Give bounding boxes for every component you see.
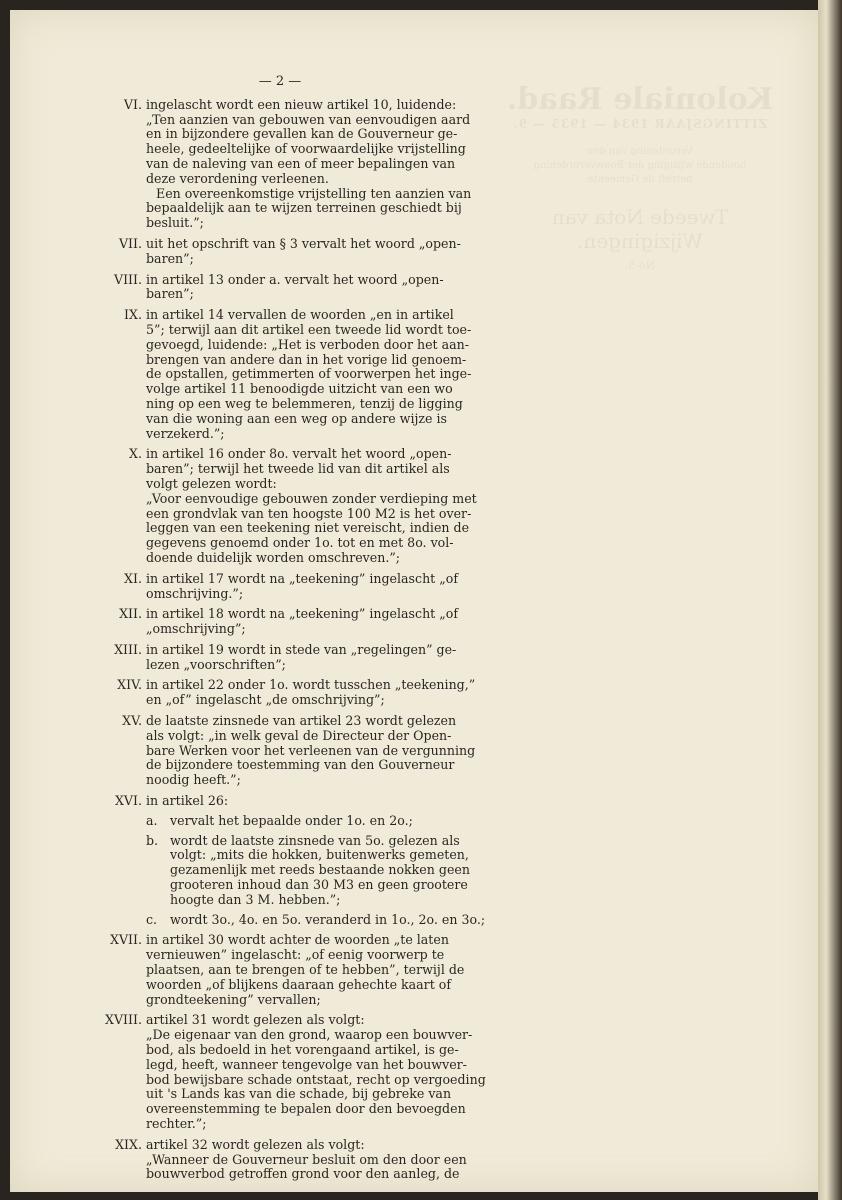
text-line: en in bijzondere gevallen kan de Gouverneur ge- <box>146 126 458 142</box>
text-line: volge artikel 11 benoodigde uitzicht van een wo <box>146 381 453 397</box>
item-text <box>146 273 465 303</box>
text-line: in artikel 16 onder 8o. vervalt het woord „open- <box>146 446 452 462</box>
text-line: deze verordening verleenen. <box>146 170 329 186</box>
text-line: „De eigenaar van den grond, waarop een bouwver- <box>146 1027 473 1043</box>
text-line: in artikel 18 wordt na „teekening” ingelascht „of <box>146 606 459 622</box>
item-text <box>146 933 465 1007</box>
text-line: uit het opschrift van § 3 vervalt het woord „open- <box>146 235 461 251</box>
text-line: lezen „voorschriften”; <box>146 656 286 672</box>
amendment-list <box>95 96 486 1182</box>
text-line: baren”; <box>146 250 194 266</box>
sub-item <box>146 834 485 908</box>
text-line: omschrijving.”; <box>146 585 244 601</box>
item-numeral: XVIII. <box>105 1012 142 1028</box>
text-line: hoogte dan 3 M. hebben.”; <box>170 891 341 907</box>
text-line: „omschrijving”; <box>146 621 246 637</box>
text-line: bod bewijsbare schade ontstaat, recht op vergoeding <box>146 1071 486 1087</box>
text-line: vernieuwen” ingelascht: „of eenig voorwerp te <box>146 947 445 963</box>
amendment-item <box>95 273 465 303</box>
text-line: baren”; <box>146 286 194 302</box>
amendment-item <box>95 96 472 231</box>
item-numeral: VII. <box>118 235 142 251</box>
amendment-item <box>95 446 477 565</box>
item-numeral: XIII. <box>114 641 142 657</box>
text-line: bepaaldelijk aan te wijzen terreinen geschiedt bij <box>146 200 462 216</box>
text-line: volgt: „mits die hokken, buitenwerks gemeten, <box>170 847 469 863</box>
text-line: noodig heeft.”; <box>146 772 241 788</box>
amendment-item <box>95 1012 486 1131</box>
text-line: in artikel 22 onder 1o. wordt tusschen „teekening,” <box>146 677 476 693</box>
text-line: artikel 32 wordt gelezen als volgt: <box>146 1136 365 1152</box>
item-text <box>146 643 465 673</box>
text-line: gegevens genoemd onder 1o. tot en met 8o. vol- <box>146 535 454 551</box>
item-numeral: XVII. <box>109 932 142 948</box>
item-numeral: XV. <box>122 713 142 729</box>
text-line: in artikel 26: <box>146 793 229 809</box>
text-line: „Voor eenvoudige gebouwen zonder verdieping met <box>146 490 477 506</box>
text-line: verzekerd.”; <box>146 425 225 441</box>
text-line: gezamenlijk met reeds bestaande nokken geen <box>170 862 470 878</box>
item-text <box>146 1138 467 1182</box>
text-line: besluit.”; <box>146 215 204 231</box>
text-line: bod, als bedoeld in het vorengaand artikel, is ge- <box>146 1042 459 1058</box>
text-line: de laatste zinsnede van artikel 23 wordt gelezen <box>146 713 457 729</box>
sub-item <box>146 913 485 928</box>
text-line: bouwverbod getroffen grond voor den aanleg, de <box>146 1166 460 1182</box>
item-text <box>146 678 475 708</box>
amendment-item <box>95 677 476 708</box>
text-line: in artikel 14 vervallen de woorden „en in artikel <box>146 307 454 323</box>
text-line: een grondvlak van ten hoogste 100 M2 is het over- <box>146 505 472 521</box>
item-text <box>146 447 477 565</box>
sub-item-letter: b. <box>146 832 159 848</box>
item-text <box>146 1013 486 1131</box>
item-text <box>146 98 471 231</box>
item-text <box>146 714 475 788</box>
sub-item <box>146 814 485 829</box>
text-line: doende duidelijk worden omschreven.”; <box>146 549 401 565</box>
item-text <box>146 308 471 441</box>
item-text <box>146 572 465 602</box>
sub-item-text <box>170 814 485 829</box>
text-line: ingelascht wordt een nieuw artikel 10, luidende: <box>146 96 457 112</box>
item-text <box>146 794 485 927</box>
amendment-item <box>95 607 465 637</box>
item-numeral: X. <box>129 446 142 462</box>
text-line: „Wanneer de Gouverneur besluit om den door een <box>146 1151 467 1167</box>
item-numeral: XIX. <box>115 1136 142 1152</box>
text-line: plaatsen, aan te brengen of te hebben”, terwijl de <box>146 962 465 978</box>
amendment-item <box>95 713 476 788</box>
sub-item-letter: a. <box>146 812 158 828</box>
amendment-item <box>95 643 465 673</box>
text-line: heele, gedeeltelijke of voorwaardelijke vrijstelling <box>146 141 466 157</box>
item-text <box>146 237 465 267</box>
item-numeral: XIV. <box>117 677 142 693</box>
item-numeral: XI. <box>124 570 142 586</box>
text-line: volgt gelezen wordt: <box>146 475 277 491</box>
text-line: woorden „of blijkens daaraan gehechte kaart of <box>146 976 452 992</box>
text-line: legd, heeft, wanneer tengevolge van het bouwver- <box>146 1056 467 1072</box>
item-numeral: VI. <box>123 96 142 112</box>
amendment-item <box>95 307 472 441</box>
text-line: de bijzondere toestemming van den Gouverneur <box>146 757 455 773</box>
text-line: brengen van andere dan in het vorige lid genoem- <box>146 351 467 367</box>
text-line: vervalt het bepaalde onder 1o. en 2o.; <box>170 812 413 828</box>
text-line: baren”; terwijl het tweede lid van dit artikel als <box>146 461 450 477</box>
text-line: in artikel 30 wordt achter de woorden „te laten <box>146 932 449 948</box>
item-text <box>146 607 465 637</box>
text-line: grooteren inhoud dan 30 M3 en geen grootere <box>170 877 468 893</box>
page-number: — 2 — <box>258 74 302 89</box>
amendment-item <box>95 933 465 1007</box>
text-line: grondteekening” vervallen; <box>146 991 321 1007</box>
text-line: gevoegd, luidende: „Het is verboden door het aan- <box>146 336 469 352</box>
sub-item-letter: c. <box>146 911 158 927</box>
amendment-item <box>95 572 465 602</box>
text-line: wordt de laatste zinsnede van 5o. gelezen als <box>170 832 460 848</box>
text-line: bare Werken voor het verleenen van de vergunning <box>146 742 476 758</box>
text-line: in artikel 17 wordt na „teekening” ingelascht „of <box>146 570 459 586</box>
item-numeral: IX. <box>124 307 142 323</box>
text-line: „Ten aanzien van gebouwen van eenvoudigen aard <box>146 111 471 127</box>
item-numeral: XII. <box>119 606 142 622</box>
text-line: overeenstemming te bepalen door den bevoegden <box>146 1101 466 1117</box>
text-line: wordt 3o., 4o. en 5o. veranderd in 1o., 2o. en 3o.; <box>170 911 486 927</box>
text-line: Een overeenkomstige vrijstelling ten aanzien van <box>156 185 472 201</box>
amendment-item <box>95 237 465 267</box>
text-line: ning op een weg te belemmeren, tenzij de ligging <box>146 395 463 411</box>
document-page <box>10 10 818 1192</box>
item-numeral: XVI. <box>114 793 142 809</box>
text-line: in artikel 19 wordt in stede van „regelingen” ge- <box>146 641 457 657</box>
text-line: artikel 31 wordt gelezen als volgt: <box>146 1012 365 1028</box>
sub-item-text <box>170 913 485 928</box>
text-line: en „of” ingelascht „de omschrijving”; <box>146 692 385 708</box>
bleed-through-text: Koloniale Raad. ZITTINGSJAAR 1934 — 1935 — 9. Verordening van den houdende wijziging der Bouwverordening betreft de Gemeente Tweede Nota van Wijzigingen. No 5. <box>506 82 774 272</box>
book-spine <box>818 0 842 1200</box>
text-line: in artikel 13 onder a. vervalt het woord „open- <box>146 271 444 287</box>
amendment-item <box>95 1138 465 1182</box>
text-line: de opstallen, getimmerten of voorwerpen het inge- <box>146 366 472 382</box>
sub-item-text <box>170 834 485 908</box>
text-line: leggen van een teekening niet vereischt, indien de <box>146 520 470 536</box>
text-line: van de naleving van een of meer bepalingen van <box>146 155 456 171</box>
document-content <box>95 74 486 1188</box>
text-line: rechter.”; <box>146 1116 207 1131</box>
item-numeral: VIII. <box>113 271 142 287</box>
text-line: uit 's Lands kas van die schade, bij gebreke van <box>146 1086 452 1102</box>
text-line: als volgt: „in welk geval de Directeur der Open- <box>146 727 452 743</box>
text-line: 5”; terwijl aan dit artikel een tweede lid wordt toe- <box>146 321 472 337</box>
amendment-item <box>95 793 486 927</box>
text-line: van die woning aan een weg op andere wijze is <box>146 410 447 426</box>
